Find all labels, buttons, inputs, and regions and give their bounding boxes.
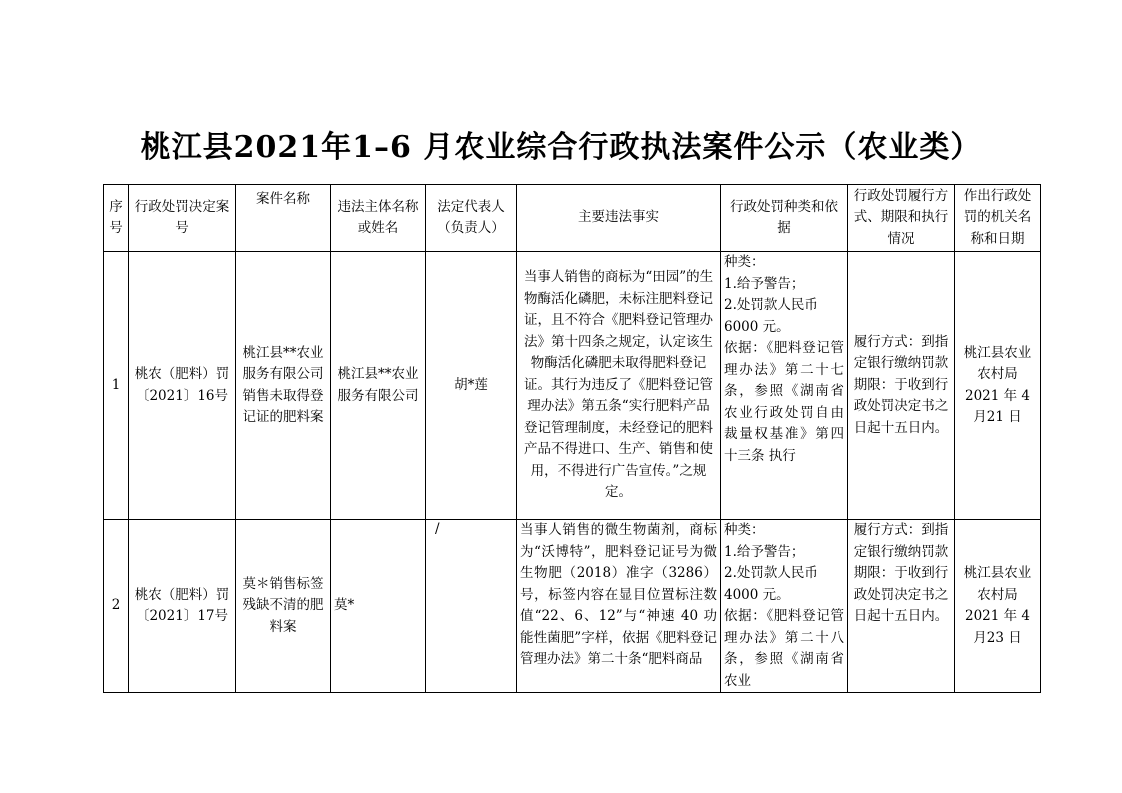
row-case-no: 桃农（肥料）罚〔2021〕17号 [129,520,236,693]
row-authority [955,520,1041,693]
perform-method: 履行方式：到指定银行缴纳罚款 [853,522,949,560]
header-subject: 违法主体名称或姓名 [331,185,426,252]
row-penalty [721,252,848,520]
row-subject: 莫* [331,520,426,693]
document-title: 桃江县2021年1–6 月农业综合行政执法案件公示（农业类） [140,130,982,165]
header-no: 序号 [104,185,129,252]
perform-method: 履行方式：到指定银行缴纳罚款 [853,333,949,372]
row-no: 2 [104,520,129,693]
penalty-item-2: 2.处罚款人民币4000 元。 [724,565,818,603]
penalty-item-2: 2.处罚款人民币6000 元。 [724,297,818,335]
header-authority: 作出行政处罚的机关名称和日期 [955,185,1041,252]
row-case-no: 桃农（肥料）罚〔2021〕16号 [129,252,236,520]
row-no: 1 [104,252,129,520]
header-facts: 主要违法事实 [517,185,721,252]
row-rep [426,520,517,693]
penalty-item-1: 1.给予警告； [724,543,805,560]
penalty-type: 种类： [724,522,765,538]
header-case-name: 案件名称 [236,185,331,252]
row-facts: 当事人销售的微生物菌剂，商标为“沃博特”，肥料登记证号为微生物肥（2018）准字（3286）号，标签内容在显目位置标注数值“22、6、12”与“神速 40 功能性菌肥”字样，依据《肥料登记管理办法》第二十条“肥料商品 [517,520,721,693]
authority-name: 桃江县农业农村局 [963,565,1032,603]
case-table [103,184,1041,693]
header-case-no: 行政处罚决定案号 [129,185,236,252]
perform-deadline: 期限：于收到行政处罚决定书之日起十五日内。 [853,565,949,624]
row-facts: 当事人销售的商标为“田园”的生物酶活化磷肥，未标注肥料登记证，且不符合《肥料登记管理办法》第十四条之规定，认定该生物酶活化磷肥未取得肥料登记证。其行为违反了《肥料登记管理办法》第五条“实行肥料产品登记管理制度，未经登记的肥料产品不得进口、生产、销售和使用，不得进行广告宣传。”之规定。 [517,252,721,520]
penalty-basis: 依据：《肥料登记管理办法》第二十七条，参照《湖南省农业行政处罚自由裁量权基准》第四十三条 执行 [724,340,844,464]
row-perform [848,520,955,693]
row-rep: 胡*莲 [426,252,517,520]
row-perform [848,252,955,520]
row-penalty [721,520,848,693]
row-case-name: 桃江县**农业服务有限公司销售未取得登记证的肥料案 [236,252,331,520]
row-subject: 桃江县**农业服务有限公司 [331,252,426,520]
decision-date: 2021 年 4 月23 日 [964,608,1031,646]
penalty-type: 种类： [724,254,765,270]
header-rep: 法定代表人（负责人） [426,185,517,252]
rep-slash: / [435,521,440,537]
table-row [104,520,1041,693]
decision-date: 2021 年 4 月21 日 [964,387,1031,425]
header-penalty: 行政处罚种类和依据 [721,185,848,252]
perform-deadline: 期限：于收到行政处罚决定书之日起十五日内。 [853,376,949,436]
penalty-item-1: 1.给予警告； [724,275,805,292]
penalty-basis: 依据：《肥料登记管理办法》第二十八条，参照《湖南省农业 [724,608,844,689]
header-perform: 行政处罚履行方式、期限和执行情况 [848,185,955,252]
row-case-name: 莫＊销售标签残缺不清的肥料案 [236,520,331,693]
table-row [104,252,1041,520]
table-header-row [104,185,1041,252]
authority-name: 桃江县农业农村局 [963,344,1032,382]
row-authority [955,252,1041,520]
